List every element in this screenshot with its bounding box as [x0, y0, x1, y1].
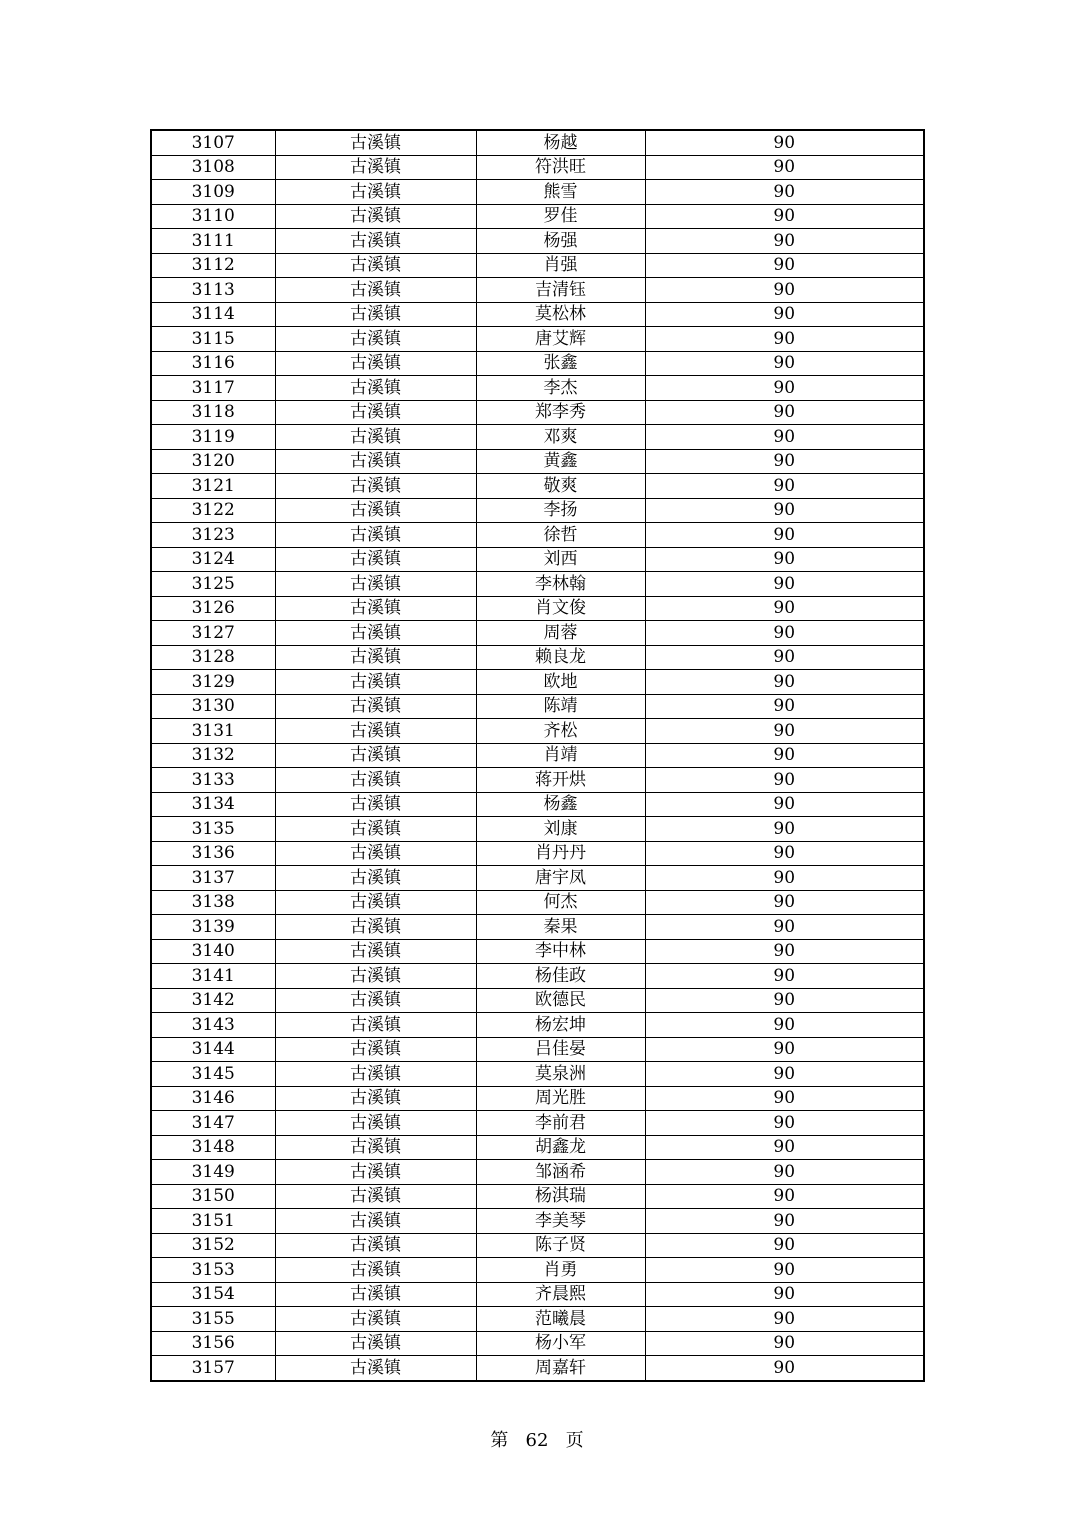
town-cell: 古溪镇 [275, 1307, 476, 1332]
town-cell: 古溪镇 [275, 670, 476, 695]
table-row [151, 988, 924, 1013]
table-row [151, 1356, 924, 1381]
town-cell: 古溪镇 [275, 302, 476, 327]
table-row [151, 817, 924, 842]
person-name-cell: 杨小军 [476, 1331, 645, 1356]
row-number-cell: 3109 [151, 180, 275, 205]
amount-cell: 90 [645, 768, 924, 793]
person-name-cell: 邹涵希 [476, 1160, 645, 1185]
amount-cell: 90 [645, 229, 924, 254]
row-number-cell: 3130 [151, 694, 275, 719]
row-number-cell: 3114 [151, 302, 275, 327]
table-row [151, 351, 924, 376]
amount-cell: 90 [645, 425, 924, 450]
town-cell: 古溪镇 [275, 645, 476, 670]
table-row [151, 278, 924, 303]
town-cell: 古溪镇 [275, 278, 476, 303]
row-number-cell: 3127 [151, 621, 275, 646]
row-number-cell: 3122 [151, 498, 275, 523]
amount-cell: 90 [645, 890, 924, 915]
amount-cell: 90 [645, 204, 924, 229]
table-row [151, 1111, 924, 1136]
table-row [151, 1062, 924, 1087]
town-cell: 古溪镇 [275, 792, 476, 817]
table-row [151, 768, 924, 793]
table-row [151, 1331, 924, 1356]
town-cell: 古溪镇 [275, 498, 476, 523]
person-name-cell: 张鑫 [476, 351, 645, 376]
row-number-cell: 3119 [151, 425, 275, 450]
town-cell: 古溪镇 [275, 768, 476, 793]
amount-cell: 90 [645, 449, 924, 474]
row-number-cell: 3142 [151, 988, 275, 1013]
row-number-cell: 3152 [151, 1233, 275, 1258]
town-cell: 古溪镇 [275, 130, 476, 155]
row-number-cell: 3107 [151, 130, 275, 155]
amount-cell: 90 [645, 1356, 924, 1381]
person-name-cell: 赖良龙 [476, 645, 645, 670]
person-name-cell: 胡鑫龙 [476, 1135, 645, 1160]
town-cell: 古溪镇 [275, 376, 476, 401]
town-cell: 古溪镇 [275, 1258, 476, 1283]
row-number-cell: 3124 [151, 547, 275, 572]
table-row [151, 964, 924, 989]
town-cell: 古溪镇 [275, 915, 476, 940]
town-cell: 古溪镇 [275, 817, 476, 842]
table-row [151, 866, 924, 891]
person-name-cell: 何杰 [476, 890, 645, 915]
town-cell: 古溪镇 [275, 474, 476, 499]
town-cell: 古溪镇 [275, 351, 476, 376]
amount-cell: 90 [645, 792, 924, 817]
person-name-cell: 肖靖 [476, 743, 645, 768]
row-number-cell: 3139 [151, 915, 275, 940]
town-cell: 古溪镇 [275, 719, 476, 744]
amount-cell: 90 [645, 964, 924, 989]
table-row [151, 1013, 924, 1038]
row-number-cell: 3144 [151, 1037, 275, 1062]
table-row [151, 130, 924, 155]
amount-cell: 90 [645, 939, 924, 964]
person-name-cell: 杨越 [476, 130, 645, 155]
town-cell: 古溪镇 [275, 229, 476, 254]
table-row [151, 572, 924, 597]
row-number-cell: 3120 [151, 449, 275, 474]
person-name-cell: 李林翰 [476, 572, 645, 597]
row-number-cell: 3141 [151, 964, 275, 989]
row-number-cell: 3135 [151, 817, 275, 842]
person-name-cell: 李中林 [476, 939, 645, 964]
town-cell: 古溪镇 [275, 1086, 476, 1111]
row-number-cell: 3129 [151, 670, 275, 695]
row-number-cell: 3115 [151, 327, 275, 352]
town-cell: 古溪镇 [275, 400, 476, 425]
town-cell: 古溪镇 [275, 523, 476, 548]
town-cell: 古溪镇 [275, 1160, 476, 1185]
town-cell: 古溪镇 [275, 596, 476, 621]
amount-cell: 90 [645, 645, 924, 670]
town-cell: 古溪镇 [275, 743, 476, 768]
amount-cell: 90 [645, 1086, 924, 1111]
amount-cell: 90 [645, 670, 924, 695]
town-cell: 古溪镇 [275, 939, 476, 964]
row-number-cell: 3154 [151, 1282, 275, 1307]
amount-cell: 90 [645, 1209, 924, 1234]
town-cell: 古溪镇 [275, 425, 476, 450]
table-row [151, 841, 924, 866]
table-row [151, 474, 924, 499]
amount-cell: 90 [645, 1013, 924, 1038]
table-row [151, 719, 924, 744]
amount-cell: 90 [645, 376, 924, 401]
table-row [151, 792, 924, 817]
person-name-cell: 范曦晨 [476, 1307, 645, 1332]
row-number-cell: 3148 [151, 1135, 275, 1160]
amount-cell: 90 [645, 547, 924, 572]
person-name-cell: 陈靖 [476, 694, 645, 719]
person-name-cell: 刘西 [476, 547, 645, 572]
town-cell: 古溪镇 [275, 1135, 476, 1160]
amount-cell: 90 [645, 1111, 924, 1136]
row-number-cell: 3134 [151, 792, 275, 817]
table-row [151, 645, 924, 670]
town-cell: 古溪镇 [275, 327, 476, 352]
town-cell: 古溪镇 [275, 253, 476, 278]
amount-cell: 90 [645, 253, 924, 278]
town-cell: 古溪镇 [275, 155, 476, 180]
row-number-cell: 3150 [151, 1184, 275, 1209]
person-name-cell: 欧地 [476, 670, 645, 695]
row-number-cell: 3131 [151, 719, 275, 744]
person-name-cell: 刘康 [476, 817, 645, 842]
table-row [151, 425, 924, 450]
amount-cell: 90 [645, 523, 924, 548]
person-name-cell: 欧德民 [476, 988, 645, 1013]
amount-cell: 90 [645, 1258, 924, 1283]
table-row [151, 400, 924, 425]
row-number-cell: 3112 [151, 253, 275, 278]
table-row [151, 1233, 924, 1258]
amount-cell: 90 [645, 180, 924, 205]
person-name-cell: 周嘉轩 [476, 1356, 645, 1381]
table-row [151, 890, 924, 915]
row-number-cell: 3156 [151, 1331, 275, 1356]
row-number-cell: 3121 [151, 474, 275, 499]
town-cell: 古溪镇 [275, 547, 476, 572]
town-cell: 古溪镇 [275, 964, 476, 989]
table-row [151, 229, 924, 254]
person-name-cell: 邓爽 [476, 425, 645, 450]
table-row [151, 376, 924, 401]
amount-cell: 90 [645, 915, 924, 940]
amount-cell: 90 [645, 351, 924, 376]
person-name-cell: 郑李秀 [476, 400, 645, 425]
amount-cell: 90 [645, 988, 924, 1013]
person-name-cell: 杨佳政 [476, 964, 645, 989]
person-name-cell: 肖丹丹 [476, 841, 645, 866]
town-cell: 古溪镇 [275, 1013, 476, 1038]
person-name-cell: 杨强 [476, 229, 645, 254]
amount-cell: 90 [645, 719, 924, 744]
amount-cell: 90 [645, 1331, 924, 1356]
table-row [151, 743, 924, 768]
row-number-cell: 3157 [151, 1356, 275, 1381]
row-number-cell: 3147 [151, 1111, 275, 1136]
row-number-cell: 3138 [151, 890, 275, 915]
page-footer-prefix: 第 [490, 1430, 509, 1451]
table-row [151, 498, 924, 523]
town-cell: 古溪镇 [275, 1184, 476, 1209]
amount-cell: 90 [645, 1160, 924, 1185]
row-number-cell: 3149 [151, 1160, 275, 1185]
town-cell: 古溪镇 [275, 1233, 476, 1258]
row-number-cell: 3145 [151, 1062, 275, 1087]
table-row [151, 1086, 924, 1111]
table-row [151, 180, 924, 205]
table-row [151, 302, 924, 327]
person-name-cell: 唐宇凤 [476, 866, 645, 891]
town-cell: 古溪镇 [275, 180, 476, 205]
person-name-cell: 黄鑫 [476, 449, 645, 474]
table-row [151, 939, 924, 964]
town-cell: 古溪镇 [275, 204, 476, 229]
row-number-cell: 3146 [151, 1086, 275, 1111]
row-number-cell: 3110 [151, 204, 275, 229]
table-row [151, 1209, 924, 1234]
row-number-cell: 3113 [151, 278, 275, 303]
table-row [151, 1037, 924, 1062]
row-number-cell: 3108 [151, 155, 275, 180]
table-row [151, 155, 924, 180]
person-name-cell: 李扬 [476, 498, 645, 523]
person-name-cell: 陈子贤 [476, 1233, 645, 1258]
person-name-cell: 李杰 [476, 376, 645, 401]
person-name-cell: 莫泉洲 [476, 1062, 645, 1087]
town-cell: 古溪镇 [275, 1062, 476, 1087]
town-cell: 古溪镇 [275, 621, 476, 646]
person-name-cell: 杨淇瑞 [476, 1184, 645, 1209]
amount-cell: 90 [645, 130, 924, 155]
person-name-cell: 徐哲 [476, 523, 645, 548]
town-cell: 古溪镇 [275, 572, 476, 597]
row-number-cell: 3151 [151, 1209, 275, 1234]
person-name-cell: 齐松 [476, 719, 645, 744]
town-cell: 古溪镇 [275, 449, 476, 474]
person-name-cell: 吕佳晏 [476, 1037, 645, 1062]
amount-cell: 90 [645, 694, 924, 719]
row-number-cell: 3117 [151, 376, 275, 401]
table-body [151, 130, 924, 1381]
person-name-cell: 杨鑫 [476, 792, 645, 817]
town-cell: 古溪镇 [275, 1331, 476, 1356]
amount-cell: 90 [645, 278, 924, 303]
row-number-cell: 3137 [151, 866, 275, 891]
amount-cell: 90 [645, 327, 924, 352]
town-cell: 古溪镇 [275, 866, 476, 891]
row-number-cell: 3123 [151, 523, 275, 548]
row-number-cell: 3128 [151, 645, 275, 670]
amount-cell: 90 [645, 621, 924, 646]
table-row [151, 449, 924, 474]
person-name-cell: 杨宏坤 [476, 1013, 645, 1038]
amount-cell: 90 [645, 1135, 924, 1160]
person-name-cell: 莫松林 [476, 302, 645, 327]
table-row [151, 1307, 924, 1332]
row-number-cell: 3118 [151, 400, 275, 425]
amount-cell: 90 [645, 596, 924, 621]
amount-cell: 90 [645, 474, 924, 499]
person-name-cell: 周蓉 [476, 621, 645, 646]
amount-cell: 90 [645, 400, 924, 425]
person-name-cell: 肖强 [476, 253, 645, 278]
table-row [151, 670, 924, 695]
amount-cell: 90 [645, 302, 924, 327]
person-name-cell: 罗佳 [476, 204, 645, 229]
amount-cell: 90 [645, 866, 924, 891]
town-cell: 古溪镇 [275, 1037, 476, 1062]
person-name-cell: 李前君 [476, 1111, 645, 1136]
table-row [151, 547, 924, 572]
town-cell: 古溪镇 [275, 988, 476, 1013]
amount-cell: 90 [645, 1233, 924, 1258]
amount-cell: 90 [645, 841, 924, 866]
table-row [151, 1184, 924, 1209]
table-row [151, 327, 924, 352]
table-row [151, 204, 924, 229]
town-cell: 古溪镇 [275, 1356, 476, 1381]
table-row [151, 694, 924, 719]
person-name-cell: 蒋开烘 [476, 768, 645, 793]
amount-cell: 90 [645, 498, 924, 523]
amount-cell: 90 [645, 817, 924, 842]
row-number-cell: 3133 [151, 768, 275, 793]
row-number-cell: 3111 [151, 229, 275, 254]
town-cell: 古溪镇 [275, 1282, 476, 1307]
page-footer-suffix: 页 [565, 1430, 584, 1451]
table-row [151, 621, 924, 646]
person-name-cell: 符洪旺 [476, 155, 645, 180]
page-number: 62 [525, 1430, 549, 1451]
person-name-cell: 周光胜 [476, 1086, 645, 1111]
row-number-cell: 3153 [151, 1258, 275, 1283]
row-number-cell: 3140 [151, 939, 275, 964]
amount-cell: 90 [645, 1062, 924, 1087]
amount-cell: 90 [645, 743, 924, 768]
row-number-cell: 3126 [151, 596, 275, 621]
amount-cell: 90 [645, 572, 924, 597]
person-name-cell: 敬爽 [476, 474, 645, 499]
row-number-cell: 3116 [151, 351, 275, 376]
table-row [151, 1160, 924, 1185]
town-cell: 古溪镇 [275, 694, 476, 719]
town-cell: 古溪镇 [275, 1209, 476, 1234]
town-cell: 古溪镇 [275, 841, 476, 866]
town-cell: 古溪镇 [275, 890, 476, 915]
row-number-cell: 3143 [151, 1013, 275, 1038]
row-number-cell: 3155 [151, 1307, 275, 1332]
row-number-cell: 3125 [151, 572, 275, 597]
person-name-cell: 齐晨熙 [476, 1282, 645, 1307]
table-row [151, 523, 924, 548]
table-row [151, 1258, 924, 1283]
table-row [151, 1282, 924, 1307]
person-name-cell: 熊雪 [476, 180, 645, 205]
table-row [151, 253, 924, 278]
person-name-cell: 肖文俊 [476, 596, 645, 621]
table-row [151, 596, 924, 621]
table-row [151, 1135, 924, 1160]
row-number-cell: 3132 [151, 743, 275, 768]
amount-cell: 90 [645, 1307, 924, 1332]
amount-cell: 90 [645, 1282, 924, 1307]
person-name-cell: 李美琴 [476, 1209, 645, 1234]
amount-cell: 90 [645, 1037, 924, 1062]
town-cell: 古溪镇 [275, 1111, 476, 1136]
amount-cell: 90 [645, 1184, 924, 1209]
person-name-cell: 秦果 [476, 915, 645, 940]
page-footer [0, 1430, 1074, 1452]
person-name-cell: 肖勇 [476, 1258, 645, 1283]
row-number-cell: 3136 [151, 841, 275, 866]
person-name-cell: 唐艾辉 [476, 327, 645, 352]
amount-cell: 90 [645, 155, 924, 180]
table-row [151, 915, 924, 940]
person-name-cell: 吉清钰 [476, 278, 645, 303]
subsidy-list-table [150, 129, 925, 1382]
